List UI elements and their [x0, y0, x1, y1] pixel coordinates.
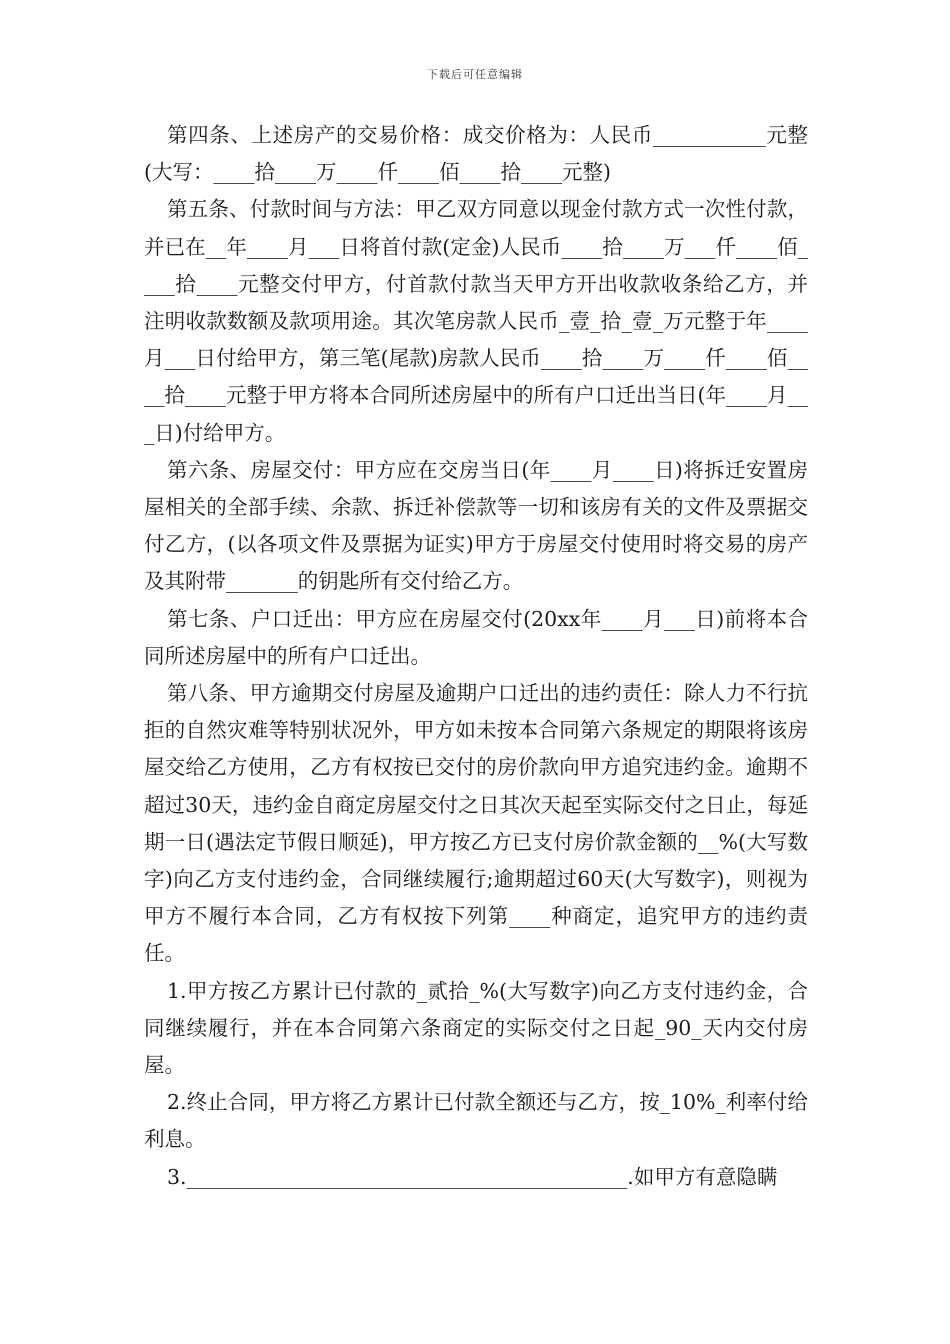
- liability-option-2: 2.终止合同，甲方将乙方累计已付款全额还与乙方，按_10%_利率付给利息。: [144, 1090, 808, 1152]
- page-header-note: 下载后可任意编辑: [427, 68, 523, 81]
- liability-option-1: 1.甲方按乙方累计已付款的_贰拾_%(大写数字)向乙方支付违约金，合同继续履行，并在本合同第六条商定的实际交付之日起_90_天内交付房屋。: [144, 978, 808, 1078]
- clause-8-liability: 第八条、甲方逾期交付房屋及逾期户口迁出的违约责任：除人力不行抗拒的自然灾难等特别状况外，甲方如未按本合同第六条规定的期限将该房屋交给乙方使用，乙方有权按已交付的房价款向甲方追究违约金。逾期不超过30天，违约金自商定房屋交付之日其次天起至实际交付之日止，每延期一日(遇法定节假日顺延)，甲方按乙方已支付房价款金额的__%(大写数字)向乙方支付违约金，合同继续履行;逾期超过60天(大写数字)，则视为甲方不履行本合同，乙方有权按下列第____种商定，追究甲方的违约责任。: [144, 681, 808, 966]
- document-body: [144, 117, 808, 1196]
- clause-7-household-registration: 第七条、户口迁出：甲方应在房屋交付(20xx年____月___日)前将本合同所述房屋中的所有户口迁出。: [144, 606, 808, 668]
- clause-5-payment: 第五条、付款时间与方法：甲乙双方同意以现金付款方式一次性付款，并已在__年____月___日将首付款(定金)人民币____拾____万___仟____佰____拾____元整交付甲方，付首款付款当天甲方开出收款收条给乙方，并注明收款数额及款项用途。其次笔房款人民币_壹_拾_壹_万元整于年____月___日付给甲方，第三笔(尾款)房款人民币____拾____万____仟____佰____拾____元整于甲方将本合同所述房屋中的所有户口迁出当日(年____月___日)付给甲方。: [144, 197, 808, 445]
- clause-6-delivery: 第六条、房屋交付：甲方应在交房当日(年____月____日)将拆迁安置房屋相关的全部手续、余款、拆迁补偿款等一切和该房有关的文件及票据交付乙方，(以各项文件及票据为证实)甲方于房屋交付使用时将交易的房产及其附带_______的钥匙所有交付给乙方。: [144, 457, 808, 594]
- clause-4-price: 第四条、上述房产的交易价格：成交价格为：人民币___________元整(大写：____拾____万____仟____佰____拾____元整): [144, 123, 808, 185]
- liability-option-3: 3.___________________________________________.如甲方有意隐瞒: [167, 1164, 778, 1189]
